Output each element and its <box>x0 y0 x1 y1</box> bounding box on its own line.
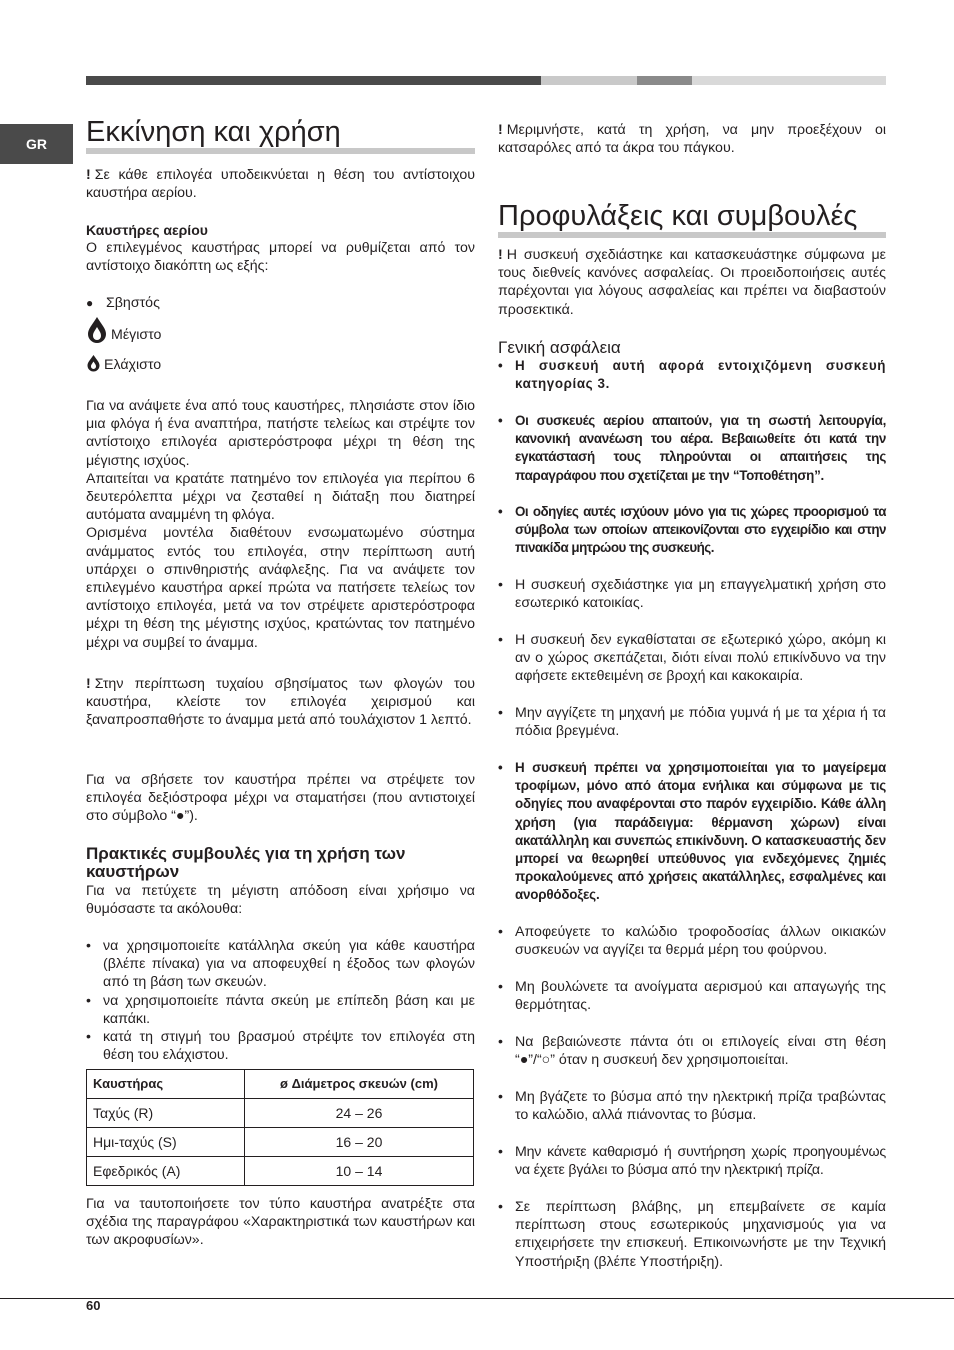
safety-list-part <box>498 1198 886 1271</box>
list-item: • Μην αγγίζετε τη μηχανή με πόδια γυμνά ή με τα χέρια ή τα πόδια βρεγμένα. <box>498 704 886 740</box>
ignition-paragraph: Ορισμένα μοντέλα διαθέτουν ενσωματωμένο σύστημα ανάμματος εντός του επιλογέα, στην περίπτωση αυτή υπάρχει ο σπινθηριστής ανάφλεξης. Για να ανάψετε τον επιλεγμένο καυστήρα αρκεί πρώτα να πατήσετε τελείως τον αντίστοιχο επιλογέα, μετά να τον στρέψετε αριστερόστροφα μέχρι τη θέση της μέγιστης ισχύος, κρατώντας τον πατημένο μέχρι να συμβεί το άναμμα. <box>86 525 475 651</box>
section-title-usage: Εκκίνηση και χρήση <box>86 116 475 154</box>
table-cell: 24 – 26 <box>245 1099 474 1128</box>
safety-list-part <box>498 1143 886 1179</box>
table-cell: Ταχύς (R) <box>87 1099 245 1128</box>
safety-list-part <box>498 923 886 959</box>
table-header-cell: Καυστήρας <box>87 1070 245 1099</box>
table-cell: 16 – 20 <box>245 1128 474 1157</box>
safety-list-part <box>498 1033 886 1069</box>
footer-divider <box>0 1298 954 1299</box>
ignition-instructions <box>86 397 475 652</box>
tips-intro: Για να πετύχετε τη μέγιστη απόδοση είναι χρήσιμο να θυμόσαστε τα ακόλουθα: <box>86 883 475 918</box>
list-item: • Αποφεύγετε το καλώδιο τροφοδοσίας άλλων οικιακών συσκευών να αγγίζει τα θερμά μέρη του φούρνου. <box>498 923 886 959</box>
list-item: • Η συσκευή πρέπει να χρησιμοποιείται για το μαγείρεμα τροφίμων, μόνο από άτομα ενήλικα και σύμφωνα με τις οδηγίες που αναφέρονται στο παρόν εγχειρίδιο. Κάθε άλλη χρήση (για παράδειγμα: θέρμανση χώρων) είναι ακατάλληλη και συνεπώς επικίνδυνη. Ο κατασκευαστής δεν μπορεί να θεωρηθεί υπεύθυνος για ενδεχόμενες ζημιές προκαλούμενες από χρήσεις ακατάλληλες, εσφαλμένες και ανορθόδοξες. <box>498 759 886 905</box>
gas-burners-heading: Καυστήρες αερίου <box>86 222 208 238</box>
list-item: • Η συσκευή δεν εγκαθίσταται σε εξωτερικό χώρο, ακόμη κι αν ο χώρος σκεπάζεται, διότι είναι πολύ επικίνδυνο να την αφήσετε εκτεθειμένη σε βροχή και κακοκαιρία. <box>498 631 886 686</box>
turn-off-text: Για να σβήσετε τον καυστήρα πρέπει να στρέψετε τον επιλογέα δεξιόστροφα μέχρι να σταματήσει (που αντιστοιχεί στο σύμβολο “●”). <box>86 772 475 825</box>
symbol-off-row: ● Σβηστός <box>86 295 160 311</box>
closing-text: Για να ταυτοποιήσετε τον τύπο καυστήρα ανατρέξτε στα σχέδια της παραγράφου «Χαρακτηριστικά των καυστήρων και των ακροφυσίων». <box>86 1196 475 1249</box>
table-header-row <box>87 1070 474 1099</box>
precautions-intro: ! Η συσκευή σχεδιάστηκε και κατασκευάστηκε σύμφωνα με τους διεθνείς κανόνες ασφαλείας. Οι προειδοποιήσεις αυτές παρέχονται για λόγους ασφαλείας και πρέπει να διαβαστούν προσεκτικά. <box>498 247 886 318</box>
safety-list-part <box>498 1088 886 1124</box>
list-item: • Μη βουλώνετε τα ανοίγματα αερισμού και απαγωγής της θερμότητας. <box>498 978 886 1014</box>
list-item: • κατά τη στιγμή του βρασμού στρέψτε τον επιλογέα στη θέση του ελάχιστου. <box>86 1028 475 1064</box>
gas-burners-text: Ο επιλεγμένος καυστήρας μπορεί να ρυθμίζεται από τον αντίστοιχο διακόπτη ως εξής: <box>86 240 475 275</box>
safety-list-part <box>498 978 886 1014</box>
table-row <box>87 1157 474 1186</box>
safety-list-part <box>498 759 886 905</box>
warning-icon: ! <box>86 167 91 183</box>
table-header-cell: ø Διάμετρος σκευών (cm) <box>245 1070 474 1099</box>
list-item: • να χρησιμοποιείτε κατάλληλα σκεύη για κάθε καυστήρα (βλέπε πίνακα) για να αποφευχθεί η έξοδος των φλογών από τη βάση των σκευών. <box>86 937 475 992</box>
warning-icon: ! <box>498 247 503 263</box>
table-cell: Εφεδρικός (A) <box>87 1157 245 1186</box>
table-cell: 10 – 14 <box>245 1157 474 1186</box>
intro-warning: ! Σε κάθε επιλογέα υποδεικνύεται η θέση του αντίστοιχου καυστήρα αερίου. <box>86 167 475 202</box>
safety-list-part <box>498 704 886 740</box>
list-item: • Να βεβαιώνεστε πάντα ότι οι επιλογείς είναι στη θέση “●”/“○” όταν η συσκευή δεν χρησιμοποιείται. <box>498 1033 886 1069</box>
safety-list <box>498 357 886 393</box>
language-tab: GR <box>0 124 73 164</box>
safety-list-part <box>498 631 886 686</box>
list-item: • Η συσκευή αυτή αφορά εντοιχιζόμενη συσκευή κατηγορίας 3. <box>498 357 886 393</box>
symbol-min-row: Ελάχιστο <box>86 352 475 374</box>
list-item: • Μη βγάζετε το βύσμα από την ηλεκτρική πρίζα τραβώντας το καλώδιο, αλλά πιάνοντας το βύσμα. <box>498 1088 886 1124</box>
pan-warning: ! Μεριμνήστε, κατά τη χρήση, να μην προεξέχουν οι κατσαρόλες από τα άκρα του πάγκου. <box>498 122 886 157</box>
flame-out-warning: ! Στην περίπτωση τυχαίου σβησίματος των φλογών του καυστήρα, κλείστε τον επιλογέα χειρισμού και ξαναπροσπαθήστε το άναμμα μετά από τουλάχιστον 1 λεπτό. <box>86 676 475 729</box>
tips-list <box>86 937 475 1064</box>
section-title-precautions: Προφυλάξεις και συμβουλές <box>498 200 886 238</box>
warning-icon: ! <box>498 122 503 138</box>
tips-heading: Πρακτικές συμβουλές για τη χρήση των καυστήρων <box>86 844 406 881</box>
safety-list-part <box>498 412 886 485</box>
top-color-bar <box>86 76 886 85</box>
page-number: 60 <box>86 1298 101 1313</box>
warning-icon: ! <box>86 676 91 692</box>
table-row <box>87 1128 474 1157</box>
general-safety-heading: Γενική ασφάλεια <box>498 338 621 357</box>
list-item: • Σε περίπτωση βλάβης, μη επεμβαίνετε σε καμία περίπτωση στους εσωτερικούς μηχανισμούς για να επιχειρήσετε την επισκευή. Επικοινωνήστε με την Τεχνική Υποστήριξη (βλέπε Υποστήριξη). <box>498 1198 886 1271</box>
list-item: • Η συσκευή σχεδιάστηκε για μη επαγγελματική χρήση στο εσωτερικό κατοικίας. <box>498 576 886 612</box>
safety-list-part <box>498 503 886 558</box>
small-flame-icon <box>86 354 101 372</box>
large-flame-icon <box>86 316 108 344</box>
table-cell: Ημι-ταχύς (S) <box>87 1128 245 1157</box>
burner-diameter-table <box>86 1069 474 1186</box>
table-row <box>87 1099 474 1128</box>
list-item: • Οι συσκευές αερίου απαιτούν, για τη σωστή λειτουργία, κανονική ανανέωση του αέρα. Βεβαιωθείτε ότι κατά την εγκατάστασή τους πληρούνται οι απαιτήσεις της παραγράφου που σχετίζεται με την “Τοποθέτηση”. <box>498 412 886 485</box>
ignition-paragraph: Για να ανάψετε ένα από τους καυστήρες, πλησιάστε στον ίδιο μια φλόγα ή ένα αναπτήρα, πατήστε τελείως και στρέψτε τον αντίστοιχο επιλογέα αριστερόστροφα μέχρι τη θέση της μέγιστης ισχύος. <box>86 398 475 469</box>
filled-dot-icon: ● <box>86 296 94 310</box>
list-item: • Οι οδηγίες αυτές ισχύουν μόνο για τις χώρες προορισμού τα σύμβολα των οποίων απεικονίζονται στο εγχειρίδιο και στην πινακίδα μητρώου της συσκευής. <box>498 503 886 558</box>
symbol-max-row: Μέγιστο <box>86 313 475 347</box>
list-item: • να χρησιμοποιείτε πάντα σκεύη με επίπεδη βάση και με καπάκι. <box>86 992 475 1028</box>
safety-list-part <box>498 576 886 612</box>
ignition-paragraph: Απαιτείται να κρατάτε πατημένο τον επιλογέα για περίπου 6 δευτερόλεπτα μέχρι να ζεσταθεί η διάταξη που διατηρεί αυτόματα αναμμένη τη φλόγα. <box>86 470 475 524</box>
list-item: • Μην κάνετε καθαρισμό ή συντήρηση χωρίς προηγουμένως να έχετε βγάλει το βύσμα από την ηλεκτρική πρίζα. <box>498 1143 886 1179</box>
